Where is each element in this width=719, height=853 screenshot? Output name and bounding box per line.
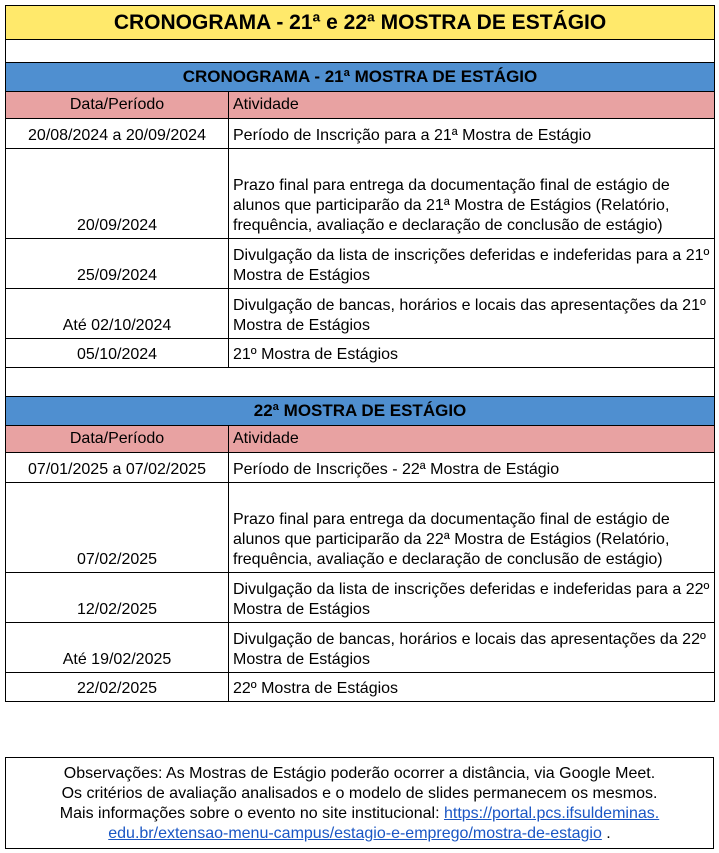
table-row xyxy=(6,483,715,573)
observations-line-4 xyxy=(6,824,713,844)
institutional-site-link-part-1[interactable]: https://portal.pcs.ifsuldeminas. xyxy=(443,805,660,822)
row-activity: Prazo final para entrega da documentação final de estágio de alunos que participarão da 22ª Mostra de Estágios (Relatório, frequência, avaliação e declaração de conclusão de estágio) xyxy=(229,483,715,573)
column-header-date: Data/Período xyxy=(6,92,229,119)
row-date: 22/02/2025 xyxy=(6,673,229,702)
row-date: Até 02/10/2024 xyxy=(6,289,229,339)
row-date: 05/10/2024 xyxy=(6,339,229,368)
row-date: Até 19/02/2025 xyxy=(6,623,229,673)
row-activity: Divulgação da lista de inscrições deferidas e indeferidas para a 22º Mostra de Estágios xyxy=(229,573,715,623)
row-activity: Período de Inscrição para a 21ª Mostra de Estágio xyxy=(229,119,715,149)
observations-line-2: Os critérios de avaliação analisados e o modelo de slides permanecem os mesmos. xyxy=(61,785,658,802)
section-22-heading-row xyxy=(6,397,715,426)
column-header-date: Data/Período xyxy=(6,426,229,453)
table-row xyxy=(6,673,715,702)
page-title: CRONOGRAMA - 21ª e 22ª MOSTRA DE ESTÁGIO xyxy=(6,6,715,40)
more-info-text: Mais informações sobre o evento no site institucional: xyxy=(59,805,444,822)
row-activity: Divulgação de bancas, horários e locais das apresentações da 22º Mostra de Estágios xyxy=(229,623,715,673)
title-row xyxy=(6,6,715,40)
table-row xyxy=(6,149,715,239)
row-activity: 21º Mostra de Estágios xyxy=(229,339,715,368)
table-row xyxy=(6,119,715,149)
closing-period: . xyxy=(601,825,611,842)
section-21-heading: CRONOGRAMA - 21ª MOSTRA DE ESTÁGIO xyxy=(6,63,715,92)
table-row xyxy=(6,623,715,673)
table-row xyxy=(6,339,715,368)
table-row xyxy=(6,289,715,339)
row-activity: Divulgação da lista de inscrições deferidas e indeferidas para a 21º Mostra de Estágios xyxy=(229,239,715,289)
schedule-table xyxy=(5,5,715,702)
section-21-column-headers xyxy=(6,92,715,119)
column-header-activity: Atividade xyxy=(229,92,715,119)
row-date: 20/09/2024 xyxy=(6,149,229,239)
row-activity: 22º Mostra de Estágios xyxy=(229,673,715,702)
row-date: 07/01/2025 a 07/02/2025 xyxy=(6,453,229,483)
spacer-row xyxy=(6,40,715,63)
row-date: 25/09/2024 xyxy=(6,239,229,289)
row-date: 20/08/2024 a 20/09/2024 xyxy=(6,119,229,149)
table-row xyxy=(6,573,715,623)
table-row xyxy=(6,239,715,289)
section-21-heading-row xyxy=(6,63,715,92)
observations-line-1: Observações: As Mostras de Estágio poderão ocorrer a distância, via Google Meet. xyxy=(63,765,656,782)
row-date: 07/02/2025 xyxy=(6,483,229,573)
row-activity: Prazo final para entrega da documentação final de estágio de alunos que participarão da 21ª Mostra de Estágios (Relatório, frequência, avaliação e declaração de conclusão de estágio) xyxy=(229,149,715,239)
table-row xyxy=(6,453,715,483)
schedule-sheet xyxy=(5,5,714,842)
spacer-row xyxy=(6,368,715,397)
column-header-activity: Atividade xyxy=(229,426,715,453)
section-22-heading: 22ª MOSTRA DE ESTÁGIO xyxy=(6,397,715,426)
row-date: 12/02/2025 xyxy=(6,573,229,623)
row-activity: Período de Inscrições - 22ª Mostra de Estágio xyxy=(229,453,715,483)
row-activity: Divulgação de bancas, horários e locais das apresentações da 21º Mostra de Estágios xyxy=(229,289,715,339)
observations-box xyxy=(5,757,714,849)
institutional-site-link-part-2[interactable]: edu.br/extensao-menu-campus/estagio-e-emprego/mostra-de-estagio xyxy=(108,825,602,842)
section-22-column-headers xyxy=(6,426,715,453)
observations-line-3 xyxy=(6,804,713,824)
